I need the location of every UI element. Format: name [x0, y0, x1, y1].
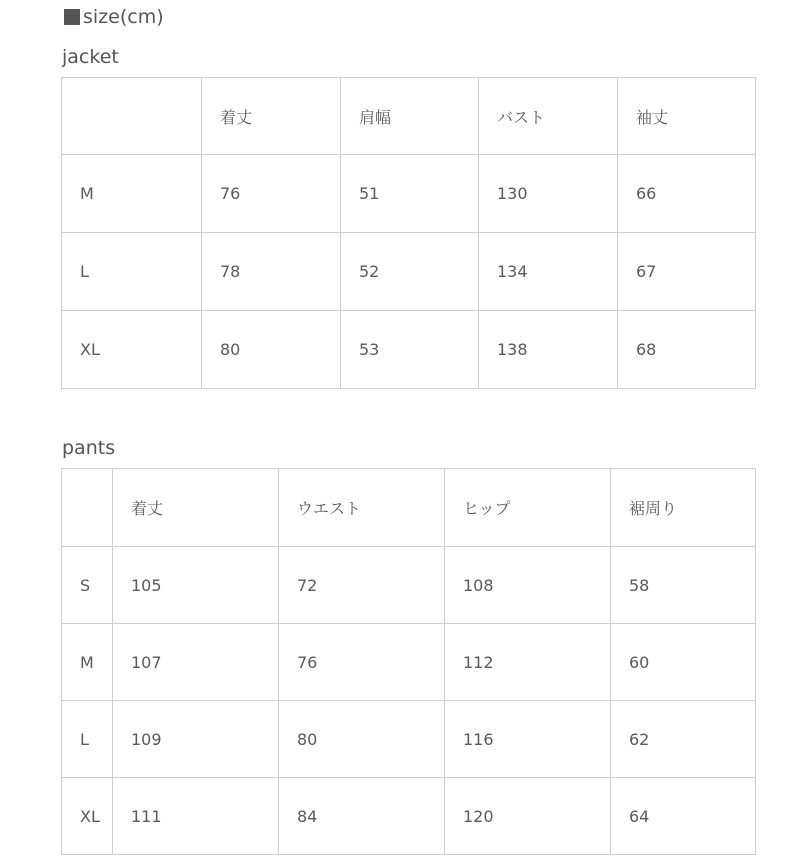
table-cell: 80 [202, 311, 341, 389]
table-cell: 130 [479, 155, 618, 233]
pants-header-cell: ウエスト [279, 469, 445, 547]
table-row [62, 311, 756, 389]
jacket-size-table [61, 77, 756, 389]
jacket-section-title: jacket [62, 46, 119, 68]
size-label: M [62, 624, 113, 701]
pants-header-row [62, 469, 756, 547]
table-cell: 76 [202, 155, 341, 233]
table-cell: 53 [341, 311, 479, 389]
size-label: XL [62, 778, 113, 855]
table-row [62, 701, 756, 778]
table-cell: 52 [341, 233, 479, 311]
size-label: XL [62, 311, 202, 389]
table-row [62, 155, 756, 233]
pants-header-cell: 着丈 [113, 469, 279, 547]
table-cell: 51 [341, 155, 479, 233]
jacket-header-cell: 袖丈 [618, 78, 756, 155]
table-cell: 107 [113, 624, 279, 701]
table-cell: 80 [279, 701, 445, 778]
jacket-header-cell: バスト [479, 78, 618, 155]
table-cell: 109 [113, 701, 279, 778]
table-cell: 76 [279, 624, 445, 701]
size-label: M [62, 155, 202, 233]
size-label: L [62, 701, 113, 778]
table-row [62, 547, 756, 624]
table-row [62, 778, 756, 855]
table-row [62, 233, 756, 311]
size-label: L [62, 233, 202, 311]
jacket-header-cell [62, 78, 202, 155]
pants-header-cell [62, 469, 113, 547]
pants-header-cell: ヒップ [445, 469, 611, 547]
table-cell: 116 [445, 701, 611, 778]
table-cell: 108 [445, 547, 611, 624]
table-cell: 58 [611, 547, 756, 624]
table-cell: 62 [611, 701, 756, 778]
table-cell: 134 [479, 233, 618, 311]
table-cell: 111 [113, 778, 279, 855]
table-cell: 84 [279, 778, 445, 855]
jacket-header-cell: 着丈 [202, 78, 341, 155]
pants-size-table [61, 468, 756, 855]
table-cell: 120 [445, 778, 611, 855]
table-cell: 60 [611, 624, 756, 701]
pants-header-cell: 裾周り [611, 469, 756, 547]
table-cell: 138 [479, 311, 618, 389]
pants-section-title: pants [62, 437, 116, 459]
page-heading-text: size(cm) [83, 6, 164, 28]
table-row [62, 624, 756, 701]
square-icon [64, 9, 80, 25]
table-cell: 67 [618, 233, 756, 311]
table-cell: 78 [202, 233, 341, 311]
table-cell: 112 [445, 624, 611, 701]
jacket-header-row [62, 78, 756, 155]
page-heading [64, 4, 164, 30]
size-label: S [62, 547, 113, 624]
table-cell: 66 [618, 155, 756, 233]
table-cell: 64 [611, 778, 756, 855]
table-cell: 68 [618, 311, 756, 389]
table-cell: 105 [113, 547, 279, 624]
jacket-header-cell: 肩幅 [341, 78, 479, 155]
table-cell: 72 [279, 547, 445, 624]
